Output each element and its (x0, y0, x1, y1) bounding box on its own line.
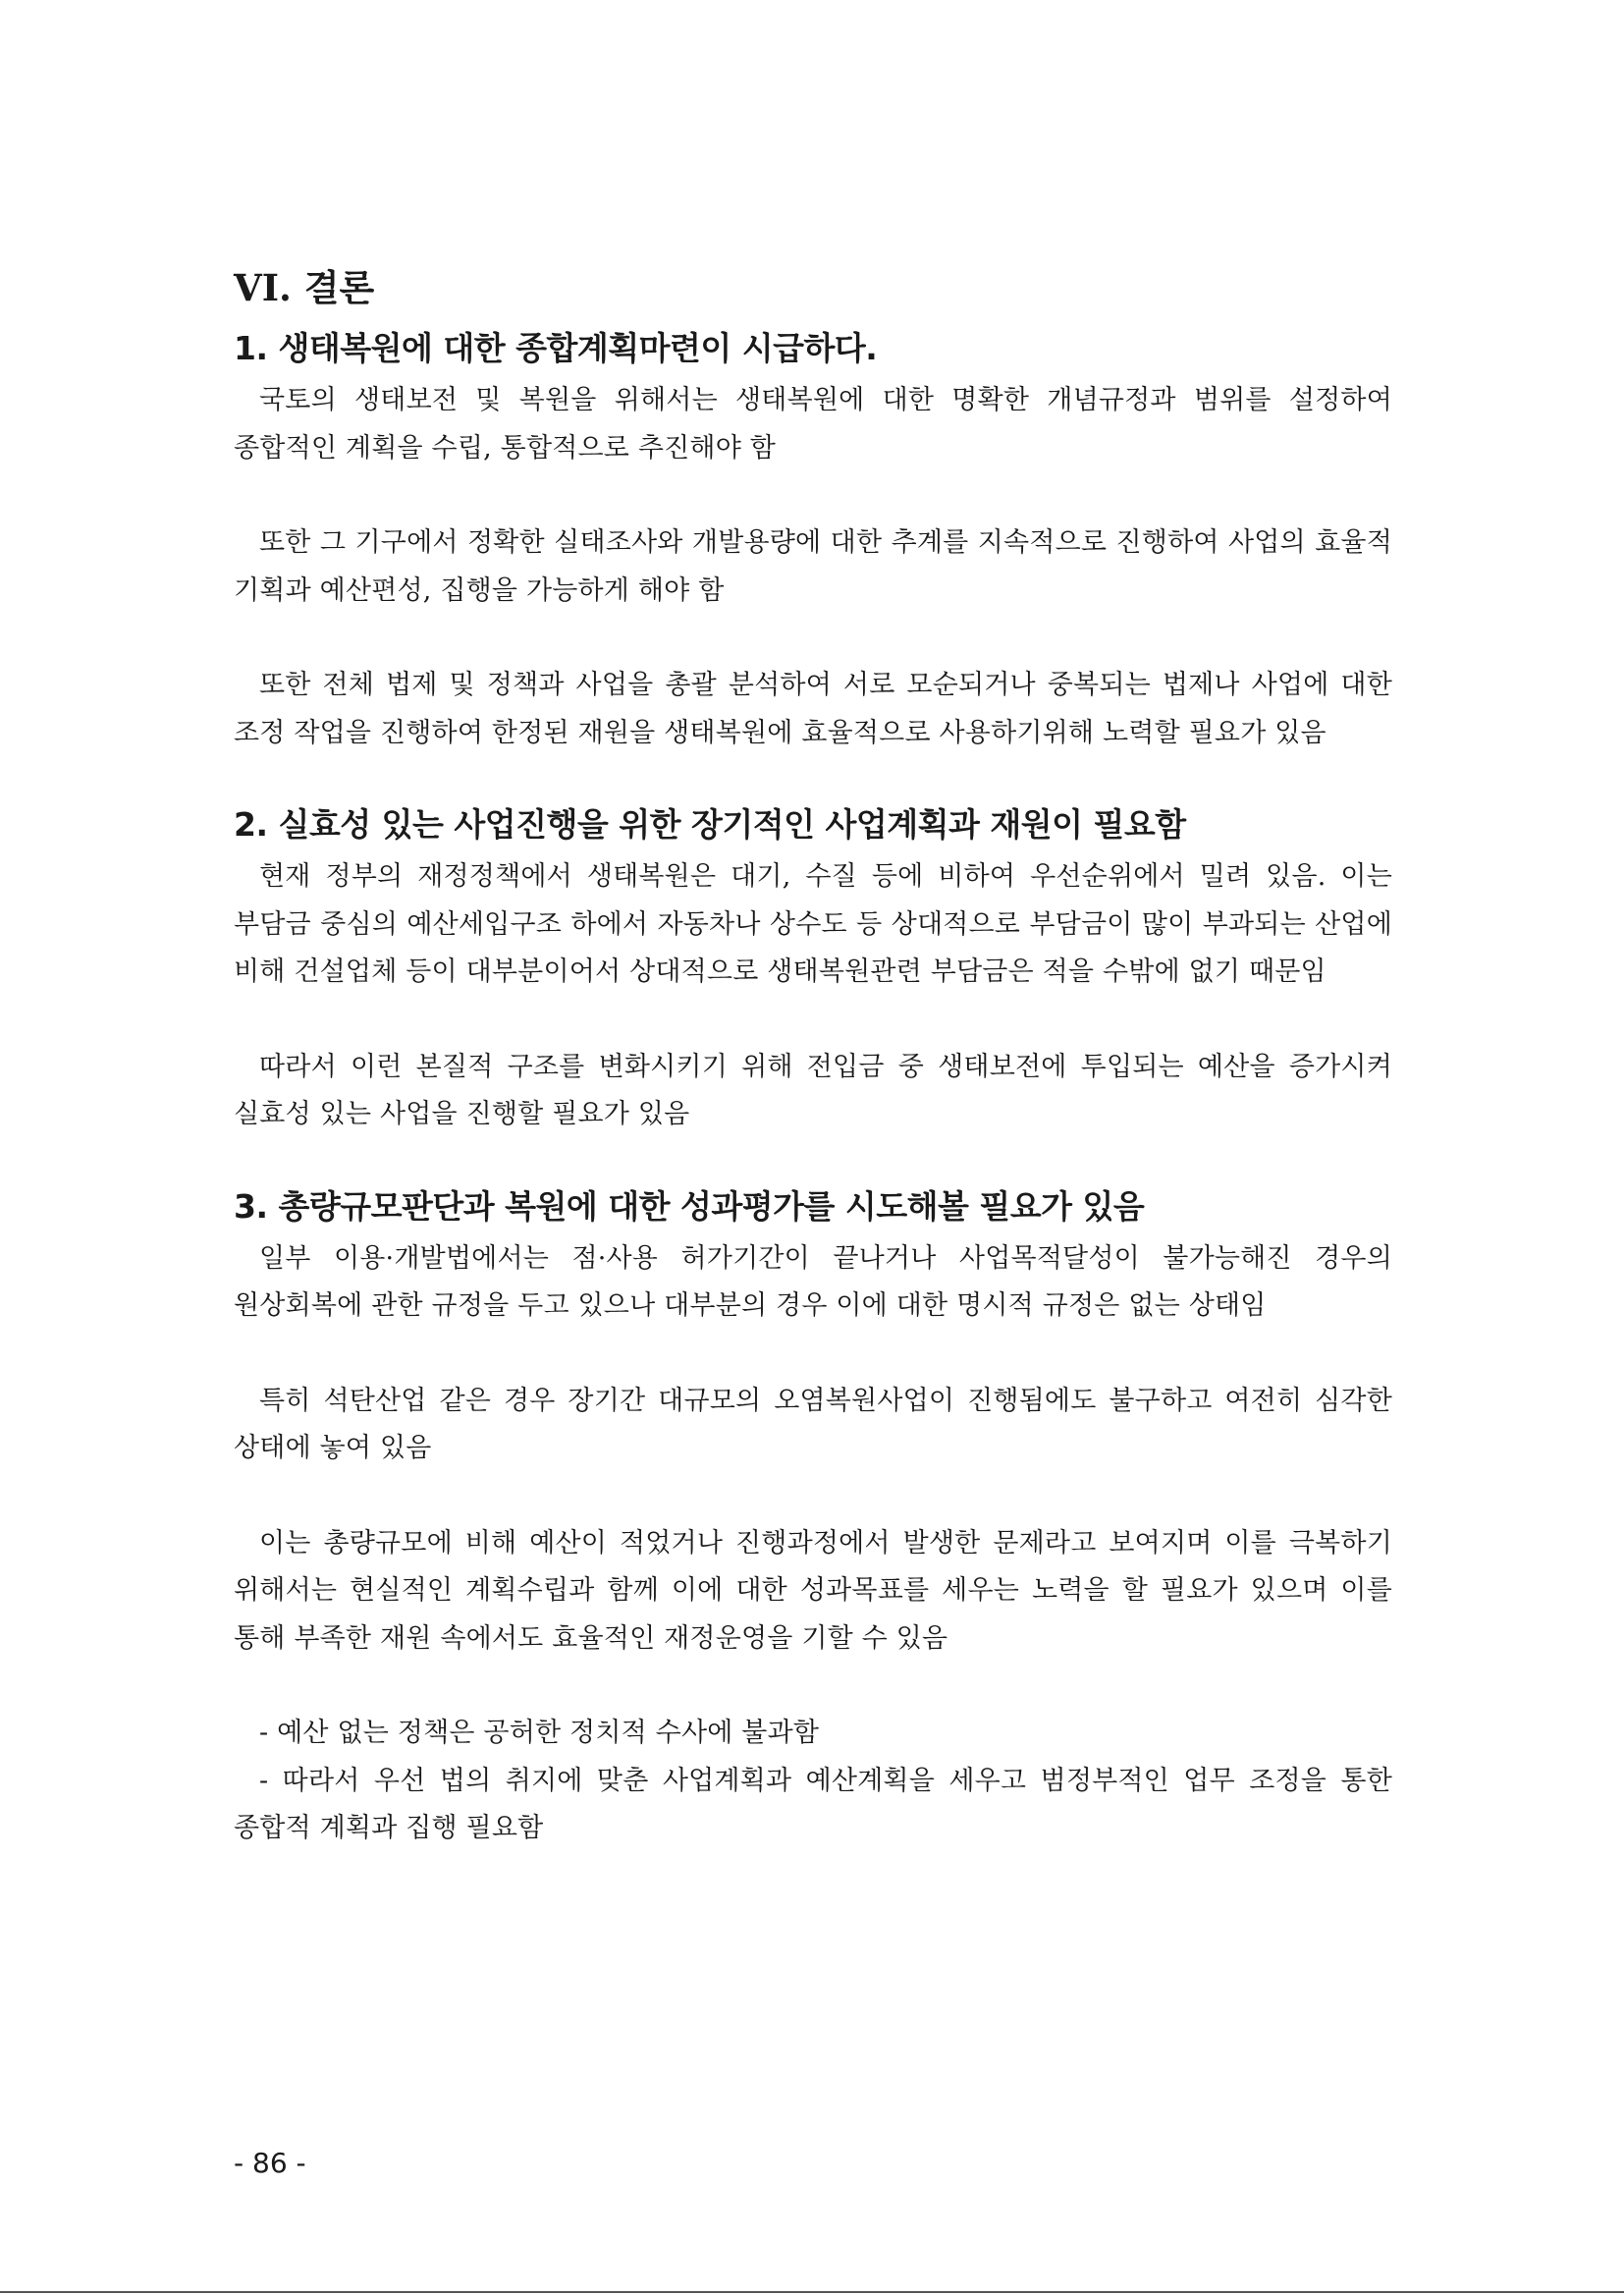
section-title: 1. 생태복원에 대한 종합계획마련이 시급하다. (234, 329, 878, 367)
section-1 (234, 324, 1392, 757)
bullet-item: - 따라서 우선 법의 취지에 맞춘 사업계획과 예산계획을 세우고 범정부적인 업무 조정을 통한 종합적 계획과 집행 필요함 (234, 1765, 1392, 1843)
paragraph: 현재 정부의 재정정책에서 생태복원은 대기, 수질 등에 비하여 우선순위에서 밀려 있음. 이는 부담금 중심의 예산세입구조 하에서 자동차나 상수도 등 상대적으로 부담금이 많이 부과되는 산업에 비해 건설업체 등이 대부분이어서 상대적으로 생태복원관련 부담금은 적을 수밖에 없기 때문임 (234, 861, 1392, 987)
paragraph: 특히 석탄산업 같은 경우 장기간 대규모의 오염복원사업이 진행됨에도 불구하고 여전히 심각한 상태에 놓여 있음 (234, 1385, 1392, 1463)
bullet-item: - 예산 없는 정책은 공허한 정치적 수사에 불과함 (259, 1718, 820, 1748)
paragraph: 이는 총량규모에 비해 예산이 적었거나 진행과정에서 발생한 문제라고 보여지며 이를 극복하기 위해서는 현실적인 계획수립과 함께 이에 대한 성과목표를 세우는 노력을 할 필요가 있으며 이를 통해 부족한 재원 속에서도 효율적인 재정운영을 기할 수 있음 (234, 1527, 1392, 1654)
footer-divider (0, 2291, 1624, 2293)
chapter-title: VI. 결론 (234, 266, 375, 309)
paragraph: 또한 전체 법제 및 정책과 사업을 총괄 분석하여 서로 모순되거나 중복되는 법제나 사업에 대한 조정 작업을 진행하여 한정된 재원을 생태복원에 효율적으로 사용하기위해 노력할 필요가 있음 (234, 670, 1392, 748)
paragraph: 또한 그 기구에서 정확한 실태조사와 개발용량에 대한 추계를 지속적으로 진행하여 사업의 효율적 기획과 예산편성, 집행을 가능하게 해야 함 (234, 527, 1392, 606)
page-number: - 86 - (234, 2147, 306, 2179)
section-title: 3. 총량규모판단과 복원에 대한 성과평가를 시도해볼 필요가 있음 (234, 1186, 1145, 1226)
paragraph: 국토의 생태보전 및 복원을 위해서는 생태복원에 대한 명확한 개념규정과 범위를 설정하여 종합적인 계획을 수립, 통합적으로 추진해야 함 (234, 385, 1392, 464)
section-3 (234, 1182, 1392, 1853)
document-page (234, 263, 1392, 1896)
section-2 (234, 800, 1392, 1139)
paragraph: 일부 이용·개발법에서는 점·사용 허가기간이 끝나거나 사업목적달성이 불가능해진 경우의 원상회복에 관한 규정을 두고 있으나 대부분의 경우 이에 대한 명시적 규정은 없는 상태임 (234, 1242, 1392, 1321)
section-title: 2. 실효성 있는 사업진행을 위한 장기적인 사업계획과 재원이 필요함 (234, 805, 1186, 844)
bullet-list (234, 1710, 1392, 1853)
paragraph: 따라서 이런 본질적 구조를 변화시키기 위해 전입금 중 생태보전에 투입되는 예산을 증가시켜 실효성 있는 사업을 진행할 필요가 있음 (234, 1051, 1392, 1129)
